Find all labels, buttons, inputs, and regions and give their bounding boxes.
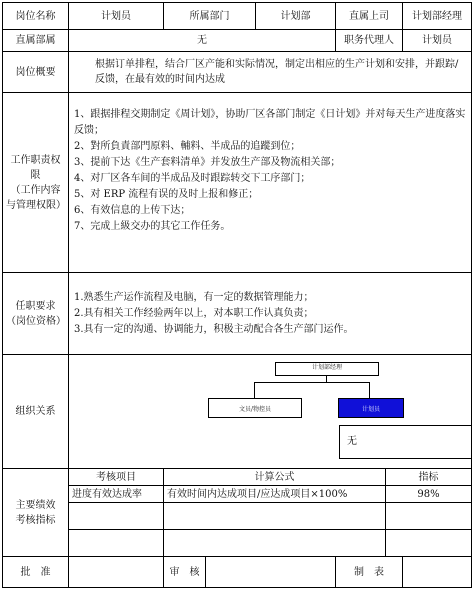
kpi-col-formula: 计算公式 — [164, 469, 386, 486]
duties-label-line: 与管理权限） — [6, 199, 66, 211]
org-connector — [369, 382, 370, 398]
kpi-label-line: 主要绩效 — [15, 499, 56, 511]
overview-row — [3, 52, 472, 93]
kpi-empty-cell — [164, 530, 386, 557]
duties-label-line: 工作职责权 — [10, 154, 61, 166]
approve-field[interactable] — [69, 557, 164, 588]
header-row-2 — [3, 30, 472, 52]
post-name-label: 岗位名称 — [3, 3, 69, 30]
kpi-empty-row — [3, 530, 472, 557]
deputy-value: 计划员 — [403, 30, 472, 52]
requirement-item: 3.具有一定的沟通、协调能力，积极主动配合各生产部门运作。 — [74, 323, 354, 335]
duties-label-line: 限 — [30, 169, 41, 181]
job-description-table — [2, 2, 472, 588]
org-connector — [326, 375, 327, 382]
department-value: 计划部 — [256, 3, 336, 30]
duties-label — [3, 93, 69, 273]
org-chart-cell — [69, 355, 472, 469]
org-box-manager: 计划部经理 — [275, 362, 379, 376]
org-box-clerk: 文员/物控员 — [208, 398, 302, 418]
overview-label: 岗位概要 — [3, 52, 69, 93]
duty-item: 4、对厂区各车间的半成品及时跟踪转交下工序部门； — [74, 173, 311, 184]
duties-label-line: （工作内容 — [10, 184, 61, 196]
kpi-col-target: 指标 — [386, 469, 472, 486]
kpi-empty-cell — [69, 503, 164, 530]
org-box-planner-selected: 计划员 — [338, 398, 404, 418]
direct-subordinate-label: 直属部属 — [3, 30, 69, 52]
kpi-item: 进度有效达成率 — [69, 486, 164, 503]
duty-item: 7、完成上級交办的其它工作任务。 — [74, 221, 231, 232]
review-field[interactable] — [206, 557, 336, 588]
kpi-label-line: 考核指标 — [15, 514, 56, 526]
duty-item: 1、跟据排程交期制定《周计划》，协助厂区各部门制定《日计划》并对每天生产进度落实反馈； — [74, 109, 466, 136]
prepare-label: 制 表 — [336, 557, 403, 588]
org-connector — [254, 382, 255, 398]
deputy-label: 职务代理人 — [336, 30, 403, 52]
requirements-list — [74, 290, 468, 338]
requirements-content — [69, 273, 472, 355]
post-name-value: 计划员 — [69, 3, 164, 30]
duty-item: 3、提前下达《生产套料清单》并发放生产部及物流相关部； — [74, 157, 341, 168]
org-connector — [254, 382, 370, 383]
requirements-label-line: 任职要求 — [15, 300, 56, 312]
kpi-formula: 有效时间内达成项目/应达成项目×100% — [164, 486, 386, 503]
department-label: 所属部门 — [164, 3, 256, 30]
org-row — [3, 355, 472, 469]
org-label: 组织关系 — [3, 355, 69, 469]
kpi-header-row — [3, 469, 472, 486]
direct-subordinate-value: 无 — [69, 30, 336, 52]
prepare-field[interactable] — [403, 557, 472, 588]
kpi-empty-cell — [69, 530, 164, 557]
kpi-target: 98% — [386, 486, 472, 503]
approve-label: 批 准 — [3, 557, 69, 588]
duties-row — [3, 93, 472, 273]
duty-item: 5、对 ERP 流程有误的及时上报和修正； — [74, 189, 259, 200]
duties-content — [69, 93, 472, 273]
requirements-label-line: （岗位资格） — [6, 315, 66, 327]
direct-superior-value: 计划部经理 — [403, 3, 472, 30]
kpi-empty-cell — [386, 530, 472, 557]
kpi-empty-cell — [164, 503, 386, 530]
kpi-empty-row — [3, 503, 472, 530]
signature-row — [3, 557, 472, 588]
requirement-item: 1.熟悉生产运作流程及电脑，有一定的数据管理能力； — [74, 291, 314, 303]
duty-item: 2、對所負責部門原料、輔料、半成品的追蹤到位； — [74, 141, 301, 152]
requirement-item: 2.具有相关工作经验两年以上，对本职工作认真负责； — [74, 307, 314, 319]
duty-list — [74, 107, 468, 235]
org-box-subordinate: 无 — [339, 425, 472, 459]
review-label: 审 核 — [164, 557, 206, 588]
org-chart — [69, 355, 471, 468]
overview-text: 根据订单排程，结合厂区产能和实际情况，制定出相应的生产计划和安排，并跟踪/反馈，在最有效的时间内达成 — [69, 52, 472, 93]
kpi-empty-cell — [386, 503, 472, 530]
kpi-col-item: 考核项目 — [69, 469, 164, 486]
header-row-1 — [3, 3, 472, 30]
duty-item: 6、有效信息的上传下达； — [74, 205, 191, 216]
requirements-row — [3, 273, 472, 355]
requirements-label — [3, 273, 69, 355]
direct-superior-label: 直属上司 — [336, 3, 403, 30]
kpi-label — [3, 469, 69, 557]
kpi-row — [3, 486, 472, 503]
